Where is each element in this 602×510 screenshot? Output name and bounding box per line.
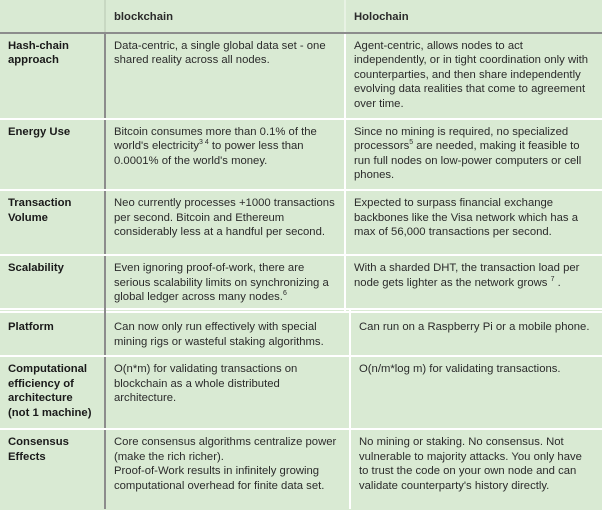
holochain-cell: Can run on a Raspberry Pi or a mobile phone. <box>350 309 602 356</box>
cell-text: With a sharded DHT, the transaction load per node gets lighter as the network grows <box>354 261 580 289</box>
row-label: Platform <box>0 309 105 356</box>
cell-text: . <box>554 276 561 289</box>
table-row <box>0 309 602 356</box>
holochain-cell <box>345 255 602 312</box>
header-empty <box>0 0 105 33</box>
blockchain-cell: Data-centric, a single global data set - one shared reality across all nodes. <box>105 33 345 119</box>
header-row <box>0 0 602 33</box>
row-label: Consensus Effects <box>8 436 69 463</box>
cell-text: Proof-of-Work results in infinitely growing computational overhead for finite data set. <box>114 465 325 492</box>
row-label: Hash-chain approach <box>0 33 105 119</box>
cell-text: to power less than 0.0001% of the world's money. <box>114 140 304 167</box>
blockchain-cell <box>105 119 345 190</box>
row-label: Transaction Volume <box>0 190 105 255</box>
cell-text: Since no mining is required, no specialized processors <box>354 125 569 153</box>
holochain-cell: No mining or staking. No consensus. Not vulnerable to majority attacks. You only have to trust the code on your own node and can validate counterparty's history directly. <box>350 429 602 509</box>
blockchain-cell <box>105 255 345 312</box>
header-blockchain: blockchain <box>105 0 345 33</box>
table-row <box>0 190 602 255</box>
row-label: Energy Use <box>0 119 105 190</box>
comparison-table-bottom <box>0 308 602 509</box>
footnote-ref: 6 <box>282 290 287 298</box>
table-row <box>0 119 602 190</box>
cell-text: Core consensus algorithms centralize power (make the rich richer). <box>114 436 337 463</box>
cell-text: Even ignoring proof-of-work, there are serious scalability limits on synchronizing a global ledger across many nodes. <box>114 261 329 304</box>
row-label: Computational efficiency of architecture (not 1 machine) <box>0 356 105 429</box>
holochain-cell: O(n/m*log m) for validating transactions. <box>350 356 602 429</box>
holochain-cell: Agent-centric, allows nodes to act independently, or in tight coordination only with counterparties, and then share independently evolving data realities that come to agreement over time. <box>345 33 602 119</box>
row-label: Scalability <box>0 255 105 312</box>
holochain-cell: Expected to surpass financial exchange backbones like the Visa network which has a max of 56,000 transactions per second. <box>345 190 602 255</box>
footnote-ref: 3 4 <box>199 139 209 147</box>
footnote-ref: 5 <box>409 139 414 147</box>
blockchain-cell <box>105 429 350 509</box>
holochain-cell <box>345 119 602 190</box>
blockchain-cell: Can now only run effectively with special mining rigs or wasteful staking algorithms. <box>105 309 350 356</box>
header-holochain: Holochain <box>345 0 602 33</box>
table-row <box>0 255 602 312</box>
footnote-ref: 7 <box>550 275 555 283</box>
cell-text: Bitcoin consumes more than 0.1% of the world's electricity <box>114 125 317 153</box>
table-row <box>0 429 602 509</box>
blockchain-cell: O(n*m) for validating transactions on blockchain as a whole distributed architecture. <box>105 356 350 429</box>
table-row <box>0 356 602 429</box>
cell-text: are needed, making it feasible to run full nodes on low-power computers or cell phones. <box>354 140 582 182</box>
table-row <box>0 33 602 119</box>
blockchain-cell: Neo currently processes +1000 transactions per second. Bitcoin and Ethereum considerably less at a handful per second. <box>105 190 345 255</box>
